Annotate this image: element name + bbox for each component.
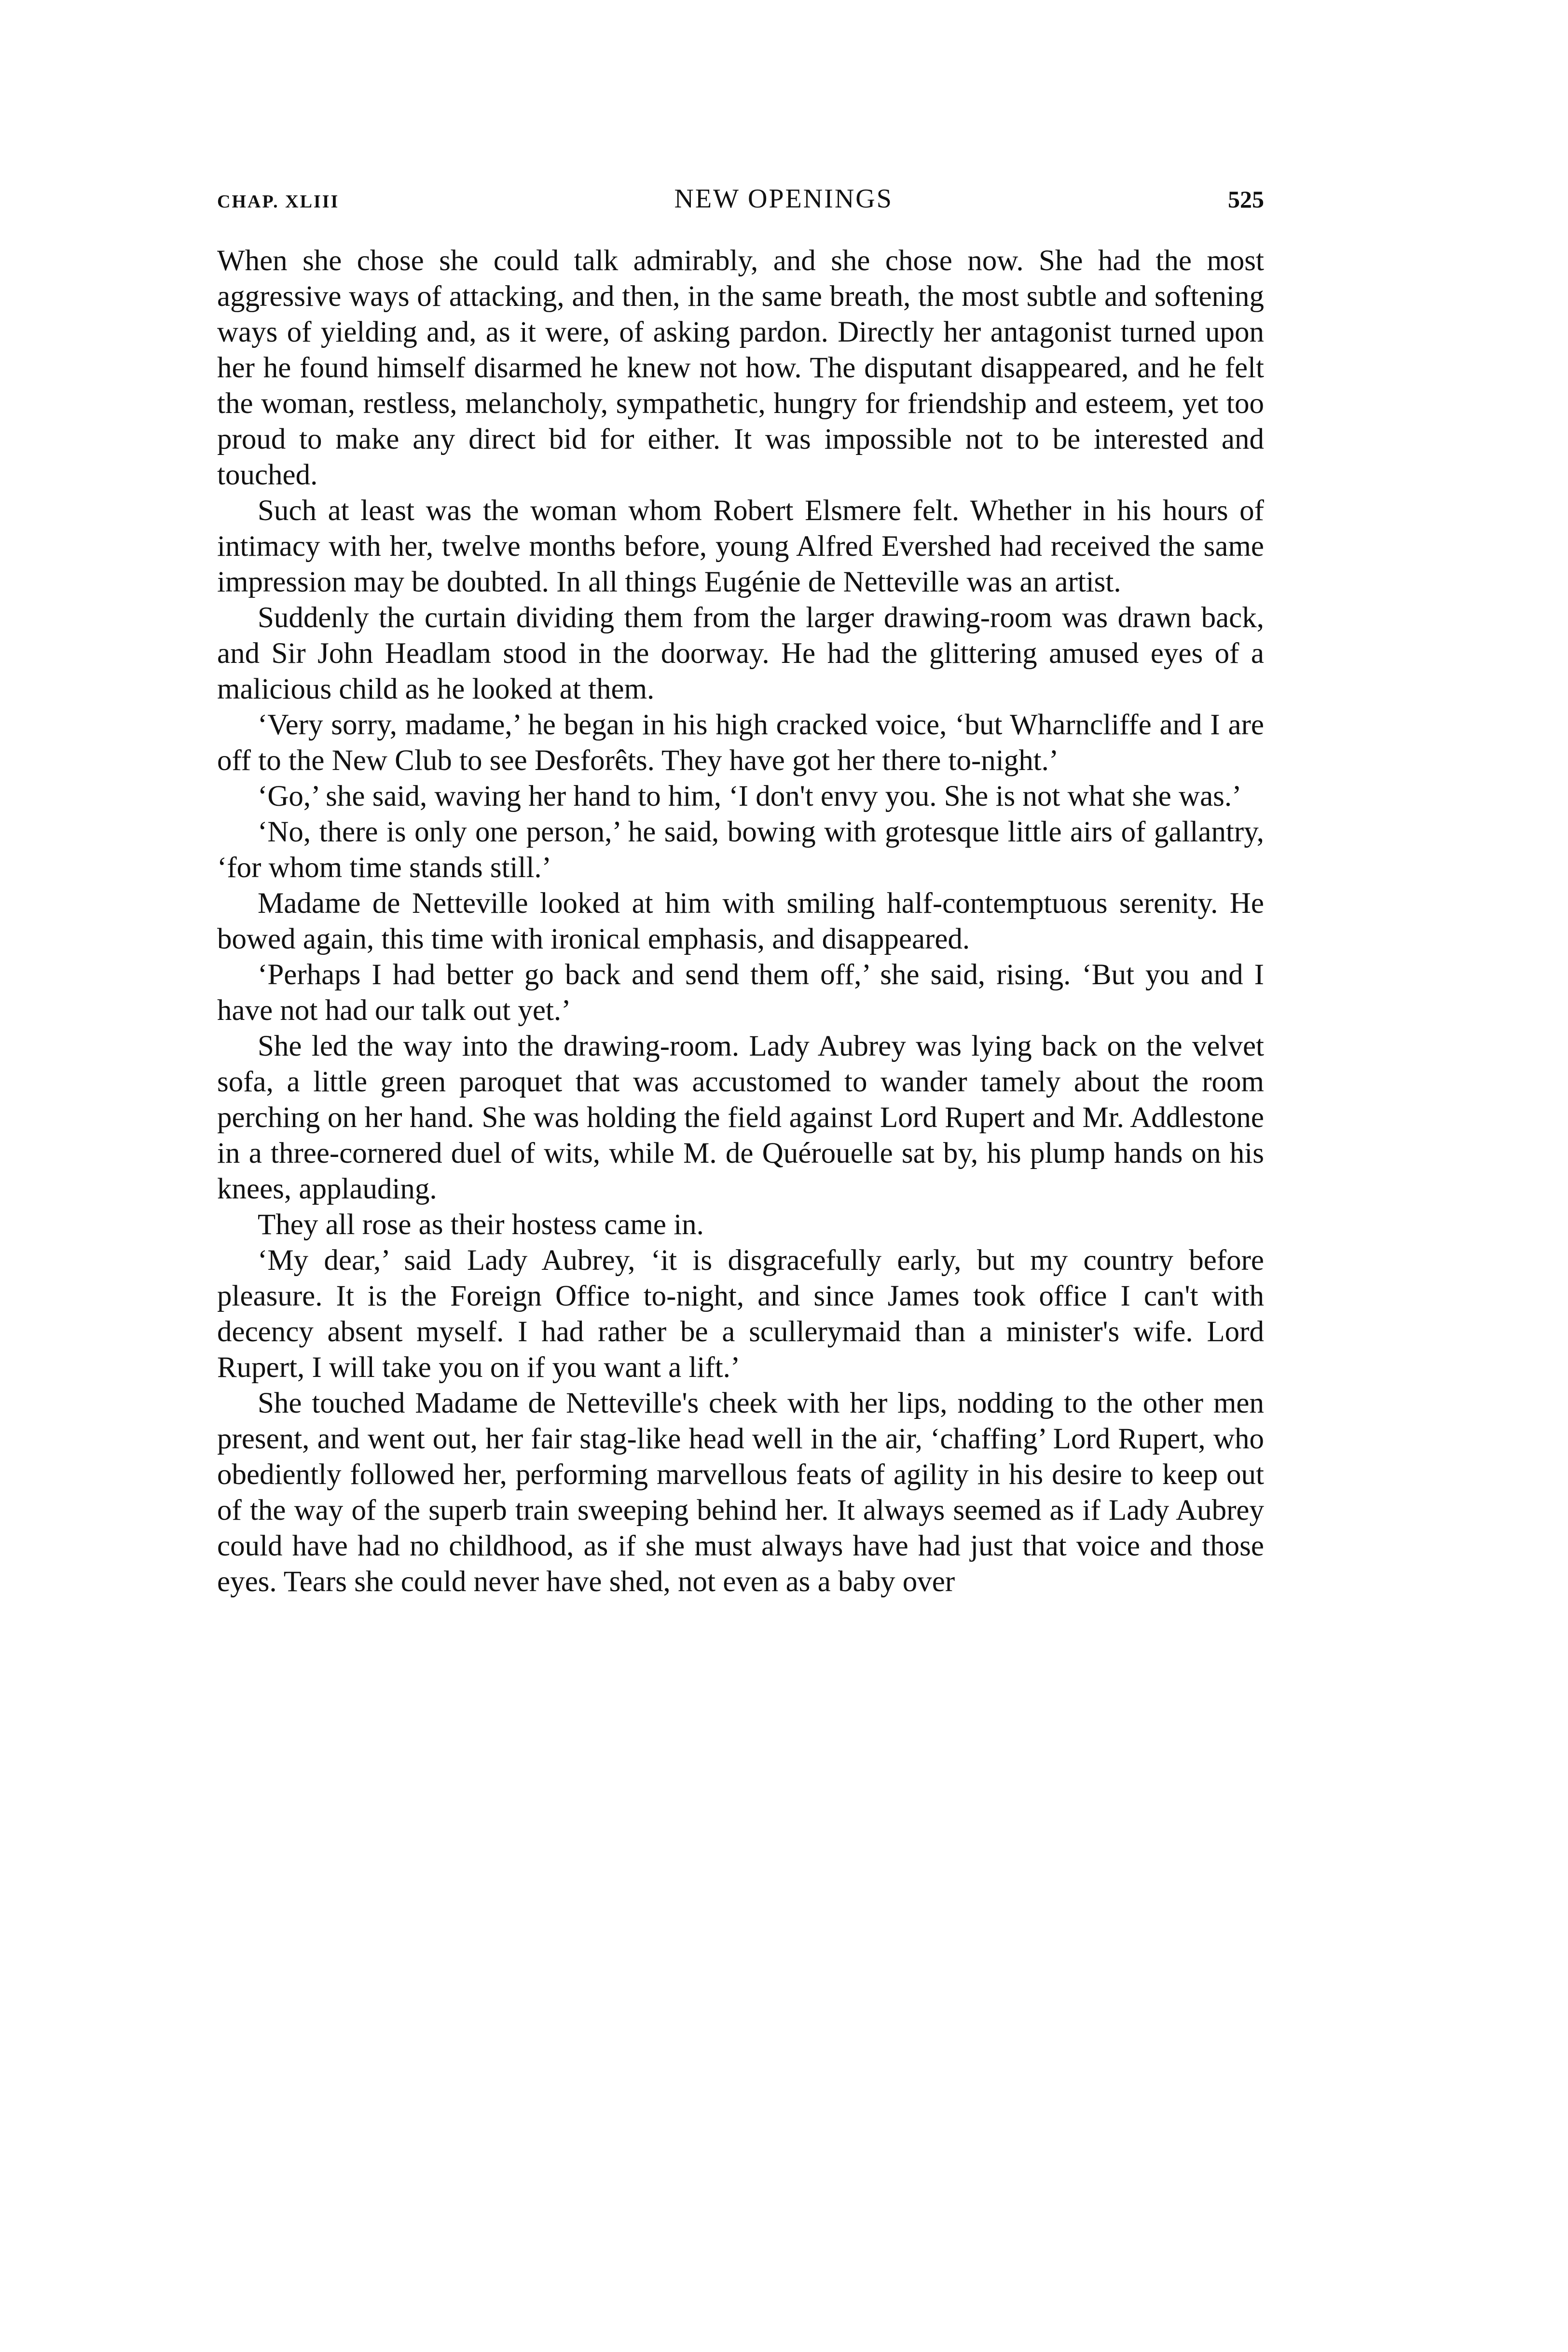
page-number: 525	[1227, 186, 1264, 213]
paragraph: ‘My dear,’ said Lady Aubrey, ‘it is disgracefully early, but my country before pleasure. It is the Foreign Office to-night, and since James took office I can't with decency absent myself. I had rather be a scullerymaid than a minister's wife. Lord Rupert, I will take you on if you want a lift.’	[217, 1244, 1264, 1384]
paragraph: She touched Madame de Netteville's cheek with her lips, nodding to the other men present, and went out, her fair stag-like head well in the air, ‘chaffing’ Lord Rupert, who obediently followed her, performing marvellous feats of agility in his desire to keep out of the way of the superb train sweeping behind her. It always seemed as if Lady Aubrey could have had no childhood, as if she must always have had just that voice and those eyes. Tears she could never have shed, not even as a baby over	[217, 1387, 1264, 1598]
body-text	[217, 243, 1264, 1600]
running-title: NEW OPENINGS	[674, 184, 893, 214]
paragraph: ‘Very sorry, madame,’ he began in his high cracked voice, ‘but Wharncliffe and I are off to the New Club to see Desforêts. They have got her there to-night.’	[217, 709, 1264, 777]
paragraph: ‘Go,’ she said, waving her hand to him, ‘I don't envy you. She is not what she was.’	[258, 780, 1242, 812]
paragraph: When she chose she could talk admirably, and she chose now. She had the most aggressive ways of attacking, and then, in the same breath, the most subtle and softening ways of yielding and, as it were, of asking pardon. Directly her antagonist turned upon her he found himself disarmed he knew not how. The disputant disappeared, and he felt the woman, restless, melancholy, sympathetic, hungry for friendship and esteem, yet too proud to make any direct bid for either. It was impossible not to be interested and touched.	[217, 245, 1264, 491]
paragraph: Suddenly the curtain dividing them from the larger drawing-room was drawn back, and Sir John Headlam stood in the doorway. He had the glittering amused eyes of a malicious child as he looked at them.	[217, 602, 1264, 705]
book-page	[217, 183, 1264, 1600]
chapter-label: CHAP. XLIII	[217, 192, 340, 212]
paragraph: They all rose as their hostess came in.	[258, 1209, 704, 1241]
paragraph: She led the way into the drawing-room. Lady Aubrey was lying back on the velvet sofa, a little green paroquet that was accustomed to wander tamely about the room perching on her hand. She was holding the field against Lord Rupert and Mr. Addlestone in a three-cornered duel of wits, while M. de Quérouelle sat by, his plump hands on his knees, applauding.	[217, 1030, 1264, 1205]
paragraph: Such at least was the woman whom Robert Elsmere felt. Whether in his hours of intimacy with her, twelve months before, young Alfred Evershed had received the same impression may be doubted. In all things Eugénie de Netteville was an artist.	[217, 495, 1264, 598]
running-header	[217, 183, 1264, 227]
paragraph: Madame de Netteville looked at him with smiling half-contemptuous serenity. He bowed again, this time with ironical emphasis, and disappeared.	[217, 887, 1264, 955]
paragraph: ‘Perhaps I had better go back and send them off,’ she said, rising. ‘But you and I have not had our talk out yet.’	[217, 959, 1264, 1027]
paragraph: ‘No, there is only one person,’ he said, bowing with grotesque little airs of gallantry, ‘for whom time stands still.’	[217, 816, 1264, 884]
